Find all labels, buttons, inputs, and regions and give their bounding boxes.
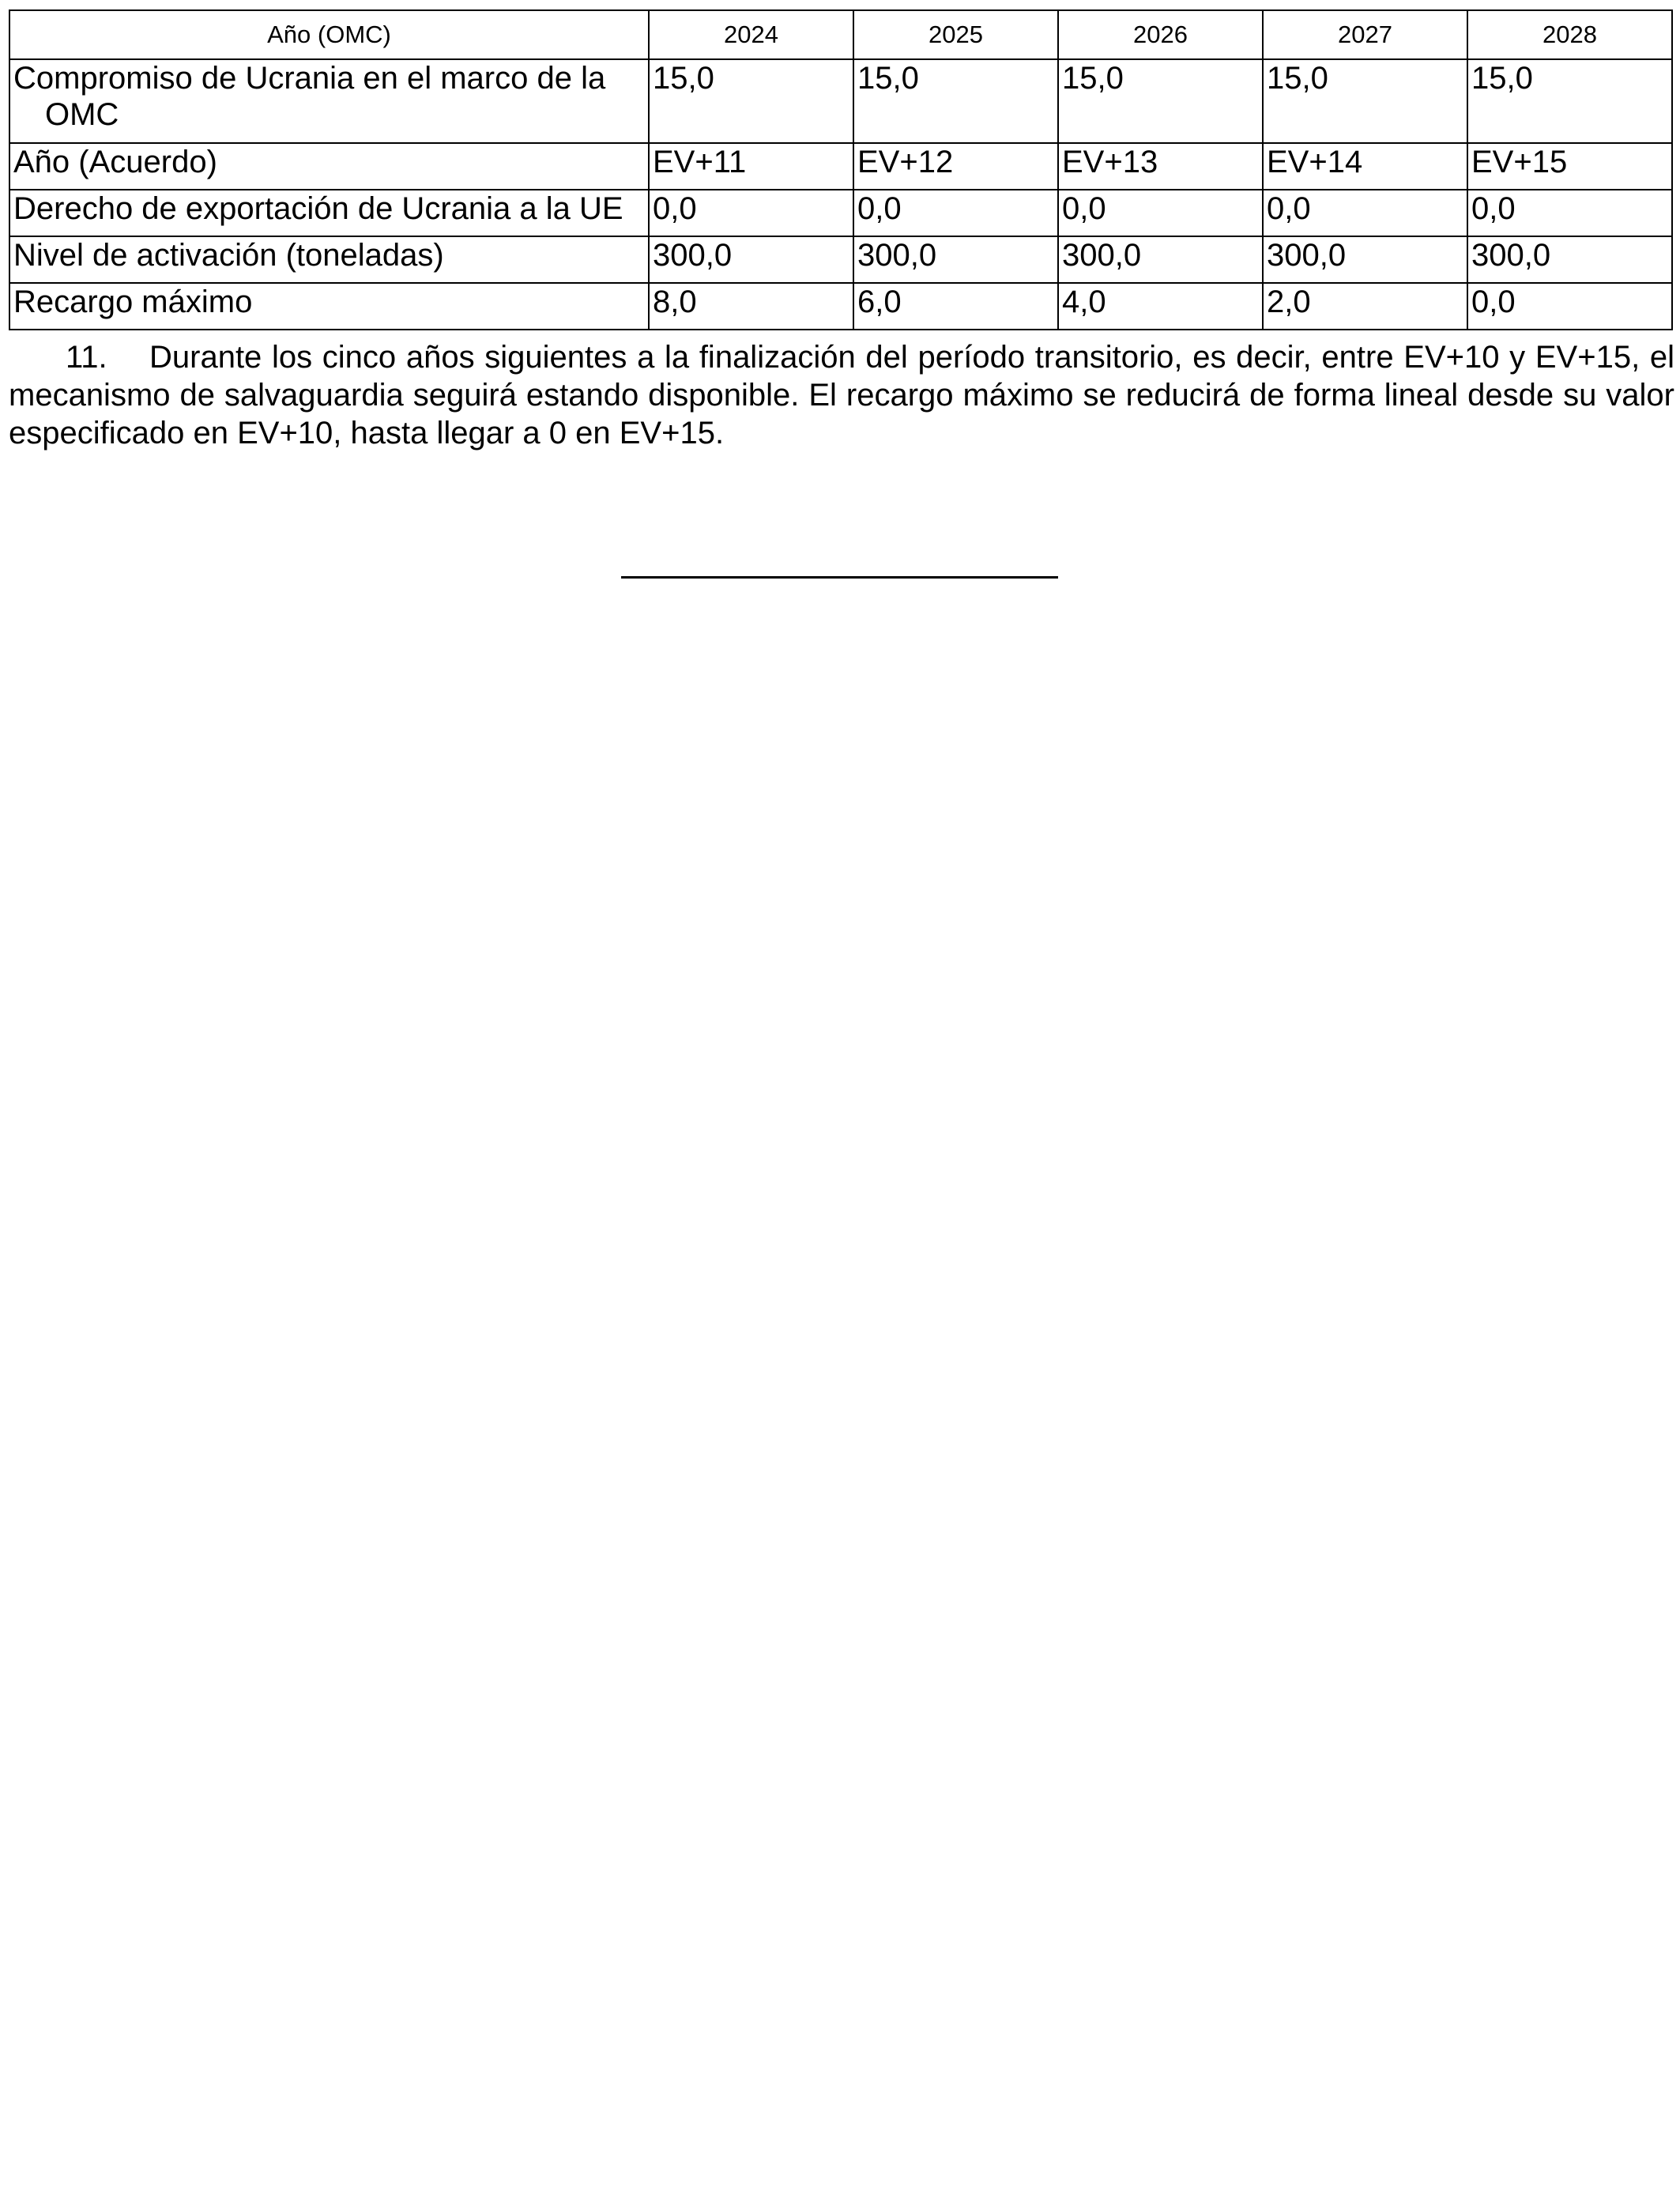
table-row <box>9 283 1672 330</box>
table-header-row <box>9 10 1672 59</box>
value-cell: 0,0 <box>1263 190 1467 236</box>
value-cell: 0,0 <box>1467 190 1672 236</box>
value-cell: 15,0 <box>853 59 1058 143</box>
row-label-cell <box>9 59 649 143</box>
value-cell: EV+14 <box>1263 143 1467 190</box>
value-cell: EV+13 <box>1058 143 1263 190</box>
value-cell: EV+11 <box>649 143 853 190</box>
value-cell: 0,0 <box>1058 190 1263 236</box>
value-cell: 4,0 <box>1058 283 1263 330</box>
end-of-document-rule <box>621 576 1058 579</box>
row-label-text: Compromiso de Ucrania en el marco de la OMC <box>13 61 606 132</box>
value-cell: 15,0 <box>1263 59 1467 143</box>
value-cell: 15,0 <box>1058 59 1263 143</box>
value-cell: 0,0 <box>649 190 853 236</box>
header-year-cell: 2028 <box>1467 10 1672 59</box>
value-cell: 300,0 <box>1263 236 1467 283</box>
row-label-cell: Nivel de activación (toneladas) <box>9 236 649 283</box>
table-row <box>9 143 1672 190</box>
value-cell: 300,0 <box>1058 236 1263 283</box>
value-cell: 15,0 <box>649 59 853 143</box>
paragraph-number: 11. <box>66 340 107 375</box>
row-label-cell: Recargo máximo <box>9 283 649 330</box>
value-cell: 0,0 <box>853 190 1058 236</box>
header-year-cell: 2026 <box>1058 10 1263 59</box>
paragraph-11 <box>9 338 1674 452</box>
value-cell: 300,0 <box>853 236 1058 283</box>
value-cell: 300,0 <box>1467 236 1672 283</box>
row-label-cell: Año (Acuerdo) <box>9 143 649 190</box>
header-year-cell: 2025 <box>853 10 1058 59</box>
table-row <box>9 190 1672 236</box>
value-cell: 6,0 <box>853 283 1058 330</box>
value-cell: 8,0 <box>649 283 853 330</box>
value-cell: 0,0 <box>1467 283 1672 330</box>
value-cell: EV+15 <box>1467 143 1672 190</box>
header-label-cell: Año (OMC) <box>9 10 649 59</box>
header-year-cell: 2024 <box>649 10 853 59</box>
export-duty-table <box>9 9 1673 330</box>
paragraph-text: Durante los cinco años siguientes a la finalización del período transitorio, es decir, entre EV+10 y EV+15, el mecanismo de salvaguardia seguirá estando disponible. El recargo máximo se reducirá de forma lineal desde su valor especificado en EV+10, hasta llegar a 0 en EV+15. <box>9 340 1674 450</box>
value-cell: 15,0 <box>1467 59 1672 143</box>
table-row <box>9 236 1672 283</box>
row-label-cell: Derecho de exportación de Ucrania a la UE <box>9 190 649 236</box>
value-cell: EV+12 <box>853 143 1058 190</box>
value-cell: 300,0 <box>649 236 853 283</box>
table-row <box>9 59 1672 143</box>
value-cell: 2,0 <box>1263 283 1467 330</box>
header-year-cell: 2027 <box>1263 10 1467 59</box>
